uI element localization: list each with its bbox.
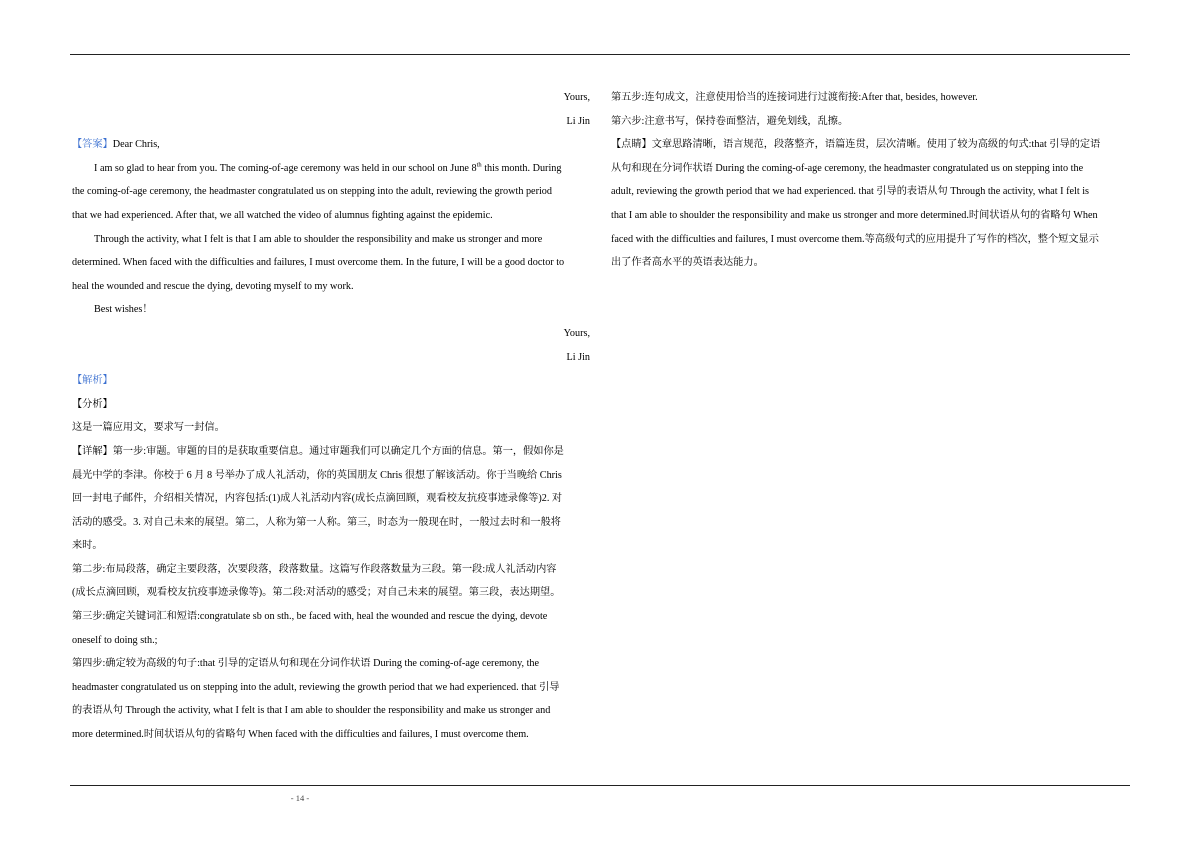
dianjing-line: that I am able to shoulder the responsibility and make us stronger and more determined.时间状语从句的省略句 When xyxy=(611,209,1098,221)
letter-line: determined. When faced with the difficulties and failures, I must overcome them. In the future, I will be a good doctor to xyxy=(72,257,565,269)
detail-line: 来时。 xyxy=(72,540,103,552)
closing-yours: Yours, xyxy=(563,327,590,339)
letter-text: I am so glad to hear from you. The coming-of-age ceremony was held in our school on June 8 xyxy=(94,162,477,174)
detail-line: 第四步:确定较为高级的句子:that 引导的定语从句和现在分词作状语 During the coming-of-age ceremony, the xyxy=(72,658,540,670)
best-wishes: Best wishes！ xyxy=(94,304,153,316)
detail-line: 活动的感受。3. 对自己未来的展望。第二，人称为第一人称。第三，时态为一般现在时，一般过去时和一般将 xyxy=(72,516,561,528)
detail-line: 第三步:确定关键词汇和短语:congratulate sb on sth., be faced with, heal the wounded and rescue the dying, devote xyxy=(72,611,548,623)
detail-line: headmaster congratulated us on stepping into the adult, reviewing the growth period that we had experienced. that 引导 xyxy=(72,681,560,693)
page-number: - 14 - xyxy=(290,793,310,803)
dianjing-line: 【点睛】文章思路清晰，语言规范，段落整齐，语篇连贯，层次清晰。使用了较为高级的句式:that 引导的定语 xyxy=(611,139,1101,151)
answer-line xyxy=(72,133,590,157)
detail-line: (成长点滴回顾，观看校友抗疫事迹录像等)。第二段:对活动的感受；对自己未来的展望。第三段，表达期望。 xyxy=(72,587,561,599)
closing-name: Li Jin xyxy=(566,115,590,127)
detail-line: 第二步:布局段落，确定主要段落，次要段落，段落数量。这篇写作段落数量为三段。第一段:成人礼活动内容 xyxy=(72,563,557,575)
detail-line: more determined.时间状语从句的省略句 When faced with the difficulties and failures, I must overcome them. xyxy=(72,729,529,741)
left-column xyxy=(72,86,590,747)
header-rule xyxy=(70,54,1130,55)
detail-line: 晨光中学的李津。你校于 6 月 8 号举办了成人礼活动，你的英国朋友 Chris 很想了解该活动。你于当晚给 Chris xyxy=(72,469,562,481)
letter-line: the coming-of-age ceremony, the headmaster congratulated us on stepping into the adult, reviewing the growth period xyxy=(72,186,552,198)
footer-rule xyxy=(70,785,1130,786)
letter-line: Through the activity, what I felt is that I am able to shoulder the responsibility and make us stronger and more xyxy=(94,233,543,245)
answer-tag: 【答案】 xyxy=(72,139,113,151)
detail-line: 的表语从句 Through the activity, what I felt is that I am able to shoulder the responsibility and make us stronger and xyxy=(72,705,551,717)
dianjing-line: 出了作者高水平的英语表达能力。 xyxy=(611,257,764,269)
dianjing-line: 从句和现在分词作状语 During the coming-of-age ceremony, the headmaster congratulated us on stepping into the xyxy=(611,162,1084,174)
fenxi-text: 这是一篇应用文，要求写一封信。 xyxy=(72,422,225,434)
analysis-tag: 【解析】 xyxy=(72,375,113,387)
dianjing-line: faced with the difficulties and failures, I must overcome them.等高级句式的应用提升了写作的档次，整个短文显示 xyxy=(611,233,1099,245)
letter-line: heal the wounded and rescue the dying, devoting myself to my work. xyxy=(72,280,354,292)
detail-line: 回一封电子邮件，介绍相关情况，内容包括:(1)成人礼活动内容(成长点滴回顾，观看校友抗疫事迹录像等)2. 对 xyxy=(72,493,563,505)
letter-text: this month. During xyxy=(481,162,562,174)
superscript: th xyxy=(476,161,482,169)
step-line: 第六步:注意书写，保持卷面整洁，避免划线，乱擦。 xyxy=(611,115,849,127)
closing-name: Li Jin xyxy=(566,351,590,363)
detail-line: 【详解】第一步:审题。审题的目的是获取重要信息。通过审题我们可以确定几个方面的信息。第一，假如你是 xyxy=(72,445,564,457)
step-line: 第五步:连句成文，注意使用恰当的连接词进行过渡衔接:After that, besides, however. xyxy=(611,92,978,103)
fenxi-tag: 【分析】 xyxy=(72,398,113,410)
detail-line: oneself to doing sth.; xyxy=(72,634,158,646)
letter-line: that we had experienced. After that, we all watched the video of alumnus fighting against the epidemic. xyxy=(72,209,493,221)
right-column xyxy=(611,86,1131,275)
closing-yours: Yours, xyxy=(563,92,590,103)
dianjing-line: adult, reviewing the growth period that we had experienced. that 引导的表语从句 Through the activity, what I felt is xyxy=(611,186,1090,198)
greeting: Dear Chris, xyxy=(112,139,160,151)
letter-line xyxy=(72,157,590,181)
